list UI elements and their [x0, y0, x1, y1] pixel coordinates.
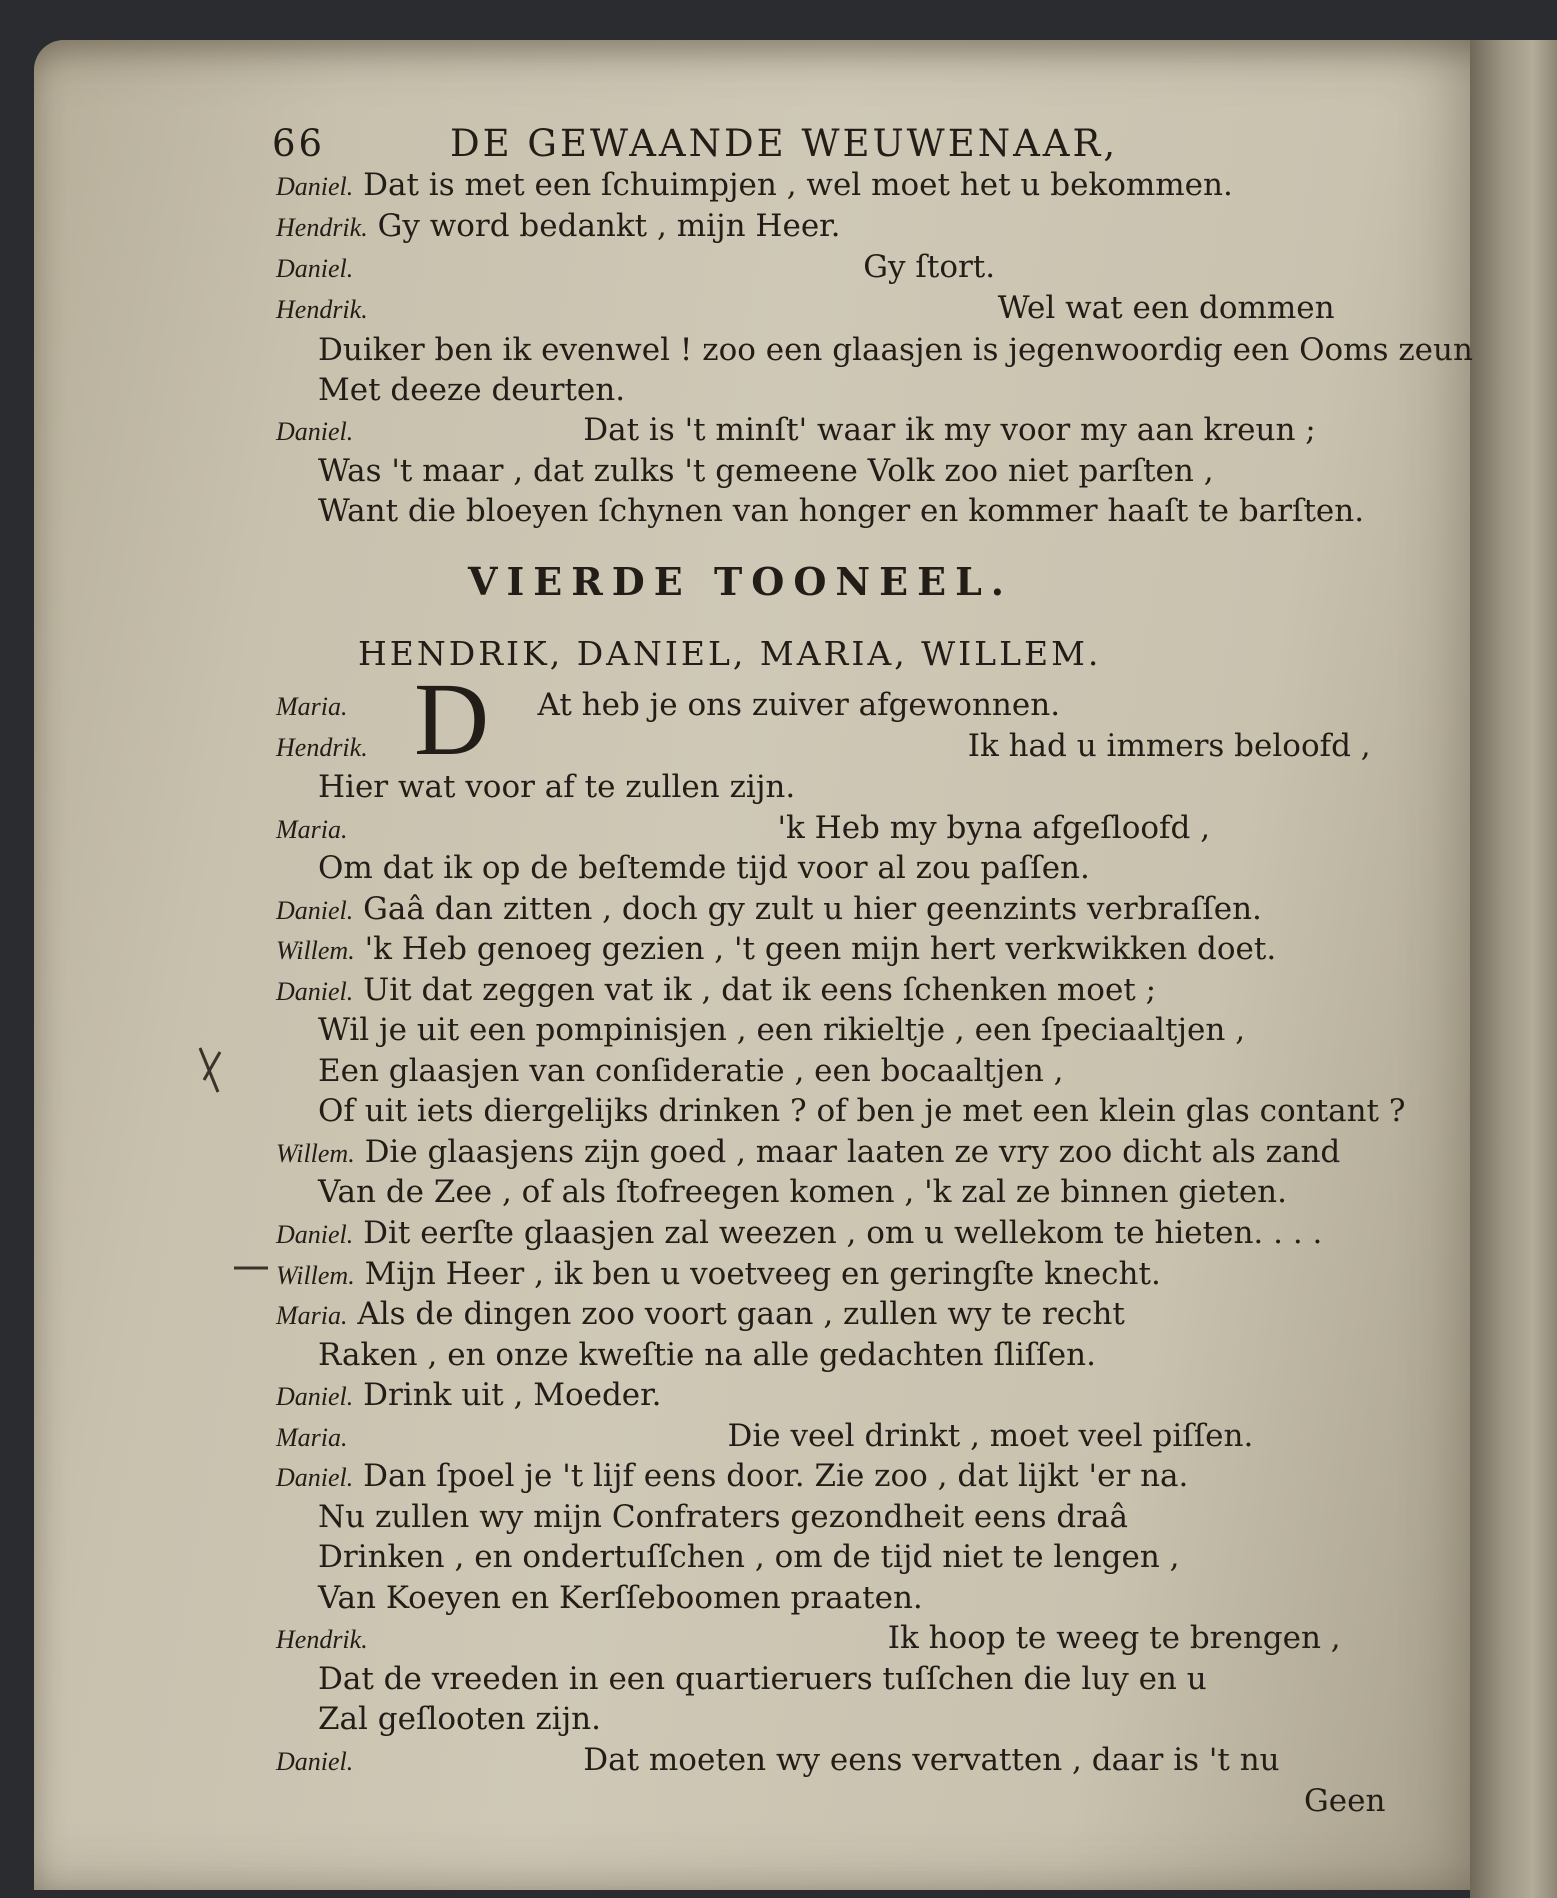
verse-text: Duiker ben ik evenwel ! zoo een glaasjen is jegenwoordig een Ooms zeun: [318, 332, 1473, 368]
speaker-name: Daniel.: [276, 1747, 354, 1776]
verse-text: Wel wat een dommen: [997, 290, 1335, 326]
verse-text: Dit eerſte glaasjen zal weezen , om u wellekom te hieten. . . .: [363, 1215, 1323, 1251]
speaker-name: Hendrik.: [276, 213, 368, 242]
verse-text: Raken , en onze kweſtie na alle gedachten ſliſſen.: [318, 1337, 1096, 1373]
dialogue-line: [276, 1296, 1125, 1334]
dialogue-line: [318, 493, 1364, 529]
speaker-name: Daniel.: [276, 417, 354, 446]
dialogue-line: [318, 1499, 1128, 1535]
verse-text: Of uit iets diergelijks drinken ? of ben je met een klein glas contant ?: [318, 1093, 1406, 1129]
verse-text: Die glaasjens zijn goed , maar laaten ze vry zoo dicht als zand: [364, 1134, 1341, 1170]
speaker-name: Willem.: [276, 1261, 355, 1290]
verse-text: Dan ſpoel je 't lijf eens door. Zie zoo , dat lijkt 'er na.: [363, 1458, 1189, 1494]
verse-text: Gaâ dan zitten , doch gy zult u hier geenzints verbraſſen.: [363, 891, 1262, 927]
verse-text: Was 't maar , dat zulks 't gemeene Volk zoo niet parſten ,: [318, 453, 1214, 489]
dialogue-line: [318, 372, 625, 408]
scene-characters: HENDRIK, DANIEL, MARIA, WILLEM.: [358, 634, 1102, 673]
speaker-name: Willem.: [276, 1139, 355, 1168]
dialogue-line: [276, 208, 840, 246]
dialogue-line: [276, 1134, 1340, 1172]
speaker-name: Hendrik.: [276, 295, 368, 324]
verse-text: Als de dingen zoo voort gaan , zullen wy te recht: [357, 1296, 1125, 1332]
verse-text: Om dat ik op de beſtemde tijd voor al zou paſſen.: [318, 850, 1090, 886]
verse-text: Nu zullen wy mijn Confraters gezondheit eens draâ: [318, 1499, 1128, 1535]
verse-text: Met deeze deurten.: [318, 372, 626, 408]
dialogue-line: [276, 810, 1210, 848]
verse-text: Mijn Heer , ik ben u voetveeg en geringſte knecht.: [364, 1256, 1161, 1292]
dialogue-line: [318, 1337, 1096, 1373]
verse-text: Dat is met een ſchuimpjen , wel moet het u bekommen.: [363, 167, 1233, 203]
dialogue-line: [276, 1742, 1280, 1780]
speaker-name: Willem.: [276, 936, 355, 965]
dialogue-line: [318, 1661, 1207, 1697]
verse-text: Een glaasjen van conſideratie , een bocaaltjen ,: [318, 1053, 1064, 1089]
dialogue-line: [276, 167, 1233, 205]
verse-text: 'k Heb genoeg gezien , 't geen mijn hert verkwikken doet.: [364, 931, 1277, 967]
dialogue-line: [318, 1539, 1180, 1575]
dialogue-line: [276, 728, 1371, 766]
dialogue-line: [276, 972, 1156, 1010]
speaker-name: Maria.: [276, 1423, 348, 1452]
dialogue-line: [318, 1701, 601, 1737]
dialogue-line: [276, 931, 1276, 969]
speaker-name: Daniel.: [276, 977, 354, 1006]
verse-text: Dat is 't minſt' waar ik my voor my aan kreun ;: [583, 412, 1316, 448]
scene-title: VIERDE TOONEEL.: [468, 559, 1014, 604]
speaker-name: Daniel.: [276, 1463, 354, 1492]
dialogue-line: [276, 1458, 1188, 1496]
dialogue-line: [276, 1215, 1322, 1253]
dialogue-line: [276, 412, 1316, 450]
dialogue-line: [318, 1012, 1245, 1048]
verse-text: Drinken , en ondertuſſchen , om de tijd niet te lengen ,: [318, 1539, 1180, 1575]
verse-text: At heb je ons zuiver afgewonnen.: [537, 687, 1061, 723]
speaker-name: Maria.: [276, 692, 348, 721]
speaker-name: Daniel.: [276, 172, 354, 201]
dialogue-line: [276, 687, 1060, 725]
dialogue-line: [276, 290, 1335, 328]
verse-text: Wil je uit een pompinisjen , een rikieltje , een ſpeciaaltjen ,: [318, 1012, 1246, 1048]
dialogue-line: [318, 769, 795, 805]
dialogue-line: [318, 1174, 1287, 1210]
dialogue-line: [276, 1418, 1253, 1456]
verse-text: Uit dat zeggen vat ik , dat ik eens ſchenken moet ;: [363, 972, 1157, 1008]
dialogue-line: [318, 1580, 923, 1616]
dialogue-line: [276, 1377, 661, 1415]
verse-text: Gy word bedankt , mijn Heer.: [377, 208, 841, 244]
speaker-name: Daniel.: [276, 254, 354, 283]
verse-text: Hier wat voor af te zullen zijn.: [318, 769, 796, 805]
verse-text: Want die bloeyen ſchynen van honger en kommer haaſt te barſten.: [318, 493, 1365, 529]
speaker-name: Hendrik.: [276, 733, 368, 762]
running-title: DE GEWAANDE WEUWENAAR,: [450, 122, 1119, 165]
margin-cross-mark: [190, 1040, 230, 1100]
verse-text: Ik had u immers beloofd ,: [967, 728, 1371, 764]
speaker-name: Hendrik.: [276, 1625, 368, 1654]
verse-text: Drink uit , Moeder.: [363, 1377, 662, 1413]
verse-text: Van Koeyen en Kerſſeboomen praaten.: [318, 1580, 923, 1616]
dialogue-line: [276, 249, 995, 287]
speaker-name: Daniel.: [276, 896, 354, 925]
speaker-name: Maria.: [276, 815, 348, 844]
verse-text: Zal geſlooten zijn.: [318, 1701, 601, 1737]
dialogue-line: [318, 850, 1090, 886]
dialogue-line: [276, 1256, 1161, 1294]
verse-text: 'k Heb my byna afgeſloofd ,: [777, 810, 1211, 846]
verse-text: Dat de vreeden in een quartieruers tuſſchen die luy en u: [318, 1661, 1207, 1697]
verse-text: Die veel drinkt , moet veel piſſen.: [727, 1418, 1254, 1454]
page-number: 66: [272, 122, 326, 165]
dialogue-line: [276, 891, 1262, 929]
dialogue-line: [318, 1093, 1405, 1129]
dialogue-line: [318, 453, 1214, 489]
verse-text: Van de Zee , of als ſtofreegen komen , 'k zal ze binnen gieten.: [318, 1174, 1287, 1210]
verse-text: Ik hoop te weeg te brengen ,: [887, 1620, 1341, 1656]
speaker-name: Maria.: [276, 1301, 348, 1330]
verse-text: Dat moeten wy eens vervatten , daar is 't nu: [583, 1742, 1280, 1778]
dialogue-line: [318, 1053, 1064, 1089]
drop-cap: D: [414, 662, 490, 777]
dialogue-line: [318, 332, 1473, 368]
speaker-name: Daniel.: [276, 1382, 354, 1411]
margin-dash-mark: [232, 1262, 272, 1274]
dialogue-line: [276, 1620, 1341, 1658]
verse-text: Gy ſtort.: [863, 249, 996, 285]
catchword: Geen: [1304, 1783, 1386, 1819]
speaker-name: Daniel.: [276, 1220, 354, 1249]
